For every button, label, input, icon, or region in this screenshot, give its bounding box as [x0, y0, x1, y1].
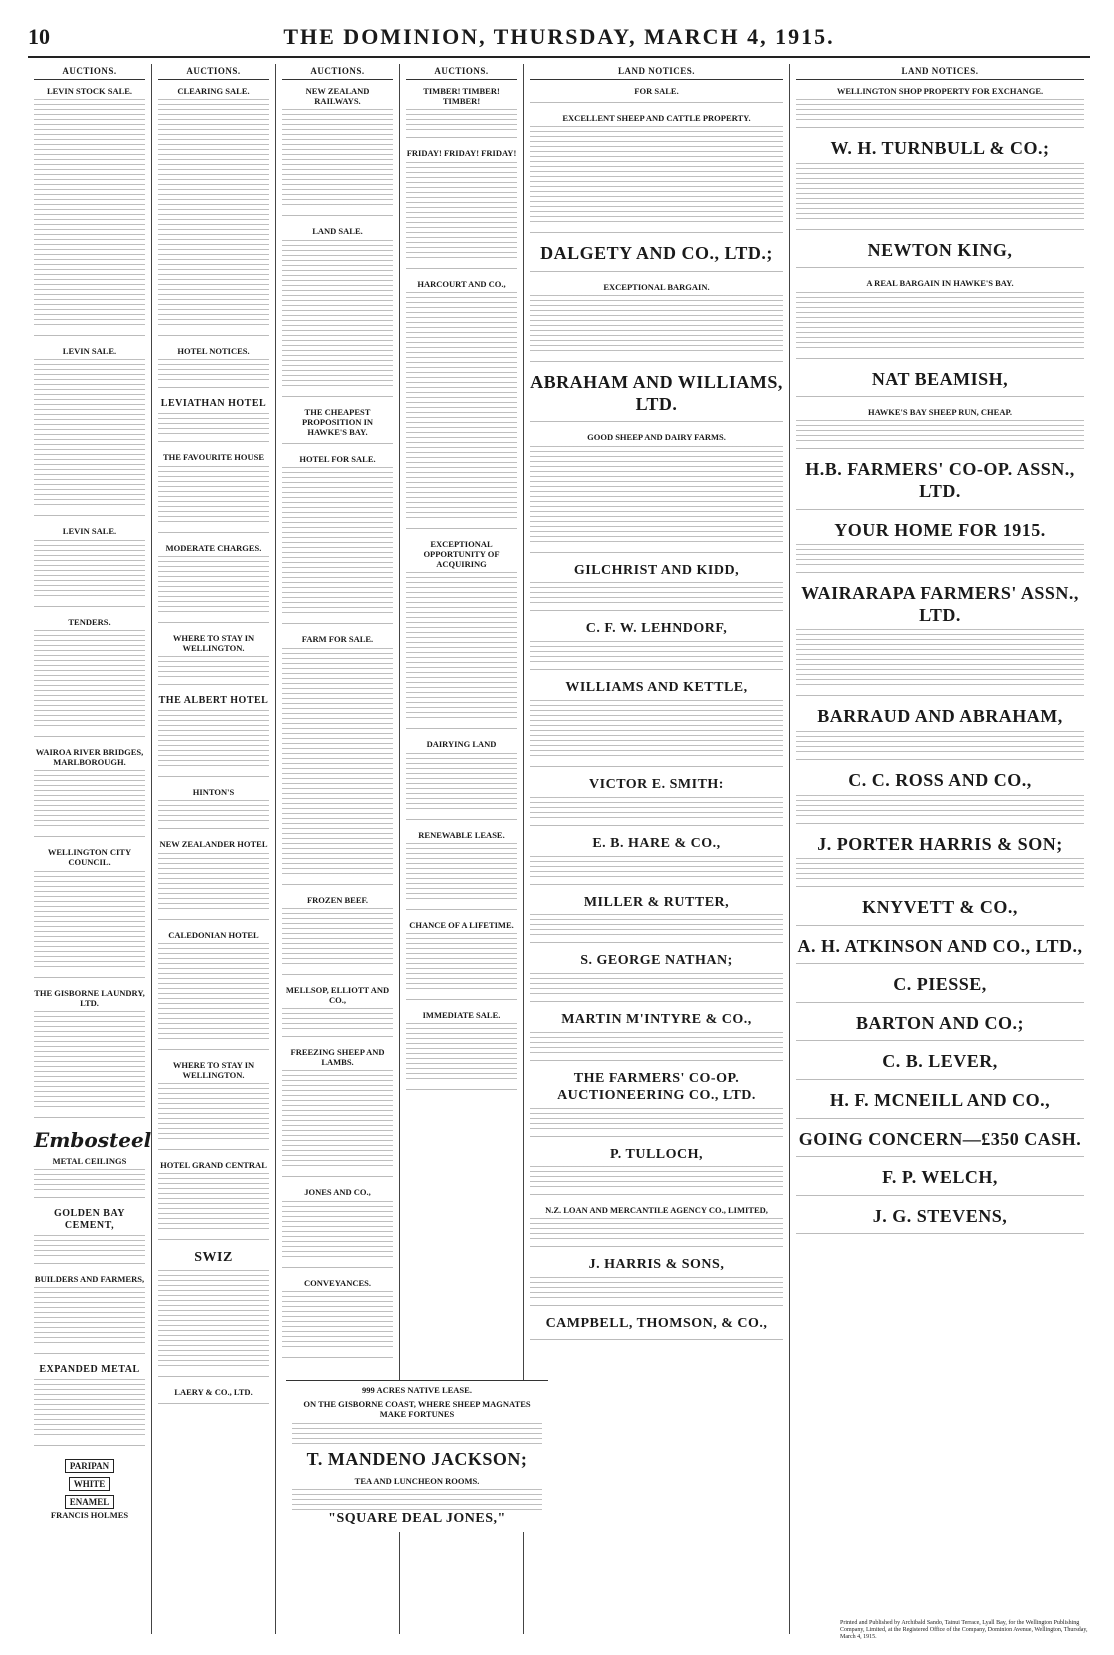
column-2	[152, 64, 276, 1634]
ad-title: EXCEPTIONAL OPPORTUNITY OF ACQUIRING	[423, 538, 500, 570]
column-header: LAND NOTICES.	[796, 64, 1084, 80]
ad-title: THE ALBERT HOTEL	[158, 695, 269, 707]
ad-title: C. C. ROSS AND CO.,	[848, 769, 1032, 790]
ad-block	[530, 282, 783, 362]
ad-title: S. GEORGE NATHAN;	[580, 953, 733, 969]
ad-block	[406, 1010, 517, 1090]
ad-block	[34, 617, 145, 737]
ad-title: LEVIN SALE.	[62, 346, 117, 357]
ad-block	[530, 432, 783, 552]
ad-block	[530, 1316, 783, 1340]
ad-title: FROZEN BEEF.	[306, 894, 369, 905]
page-columns	[28, 64, 1090, 1634]
ad-block	[158, 86, 269, 336]
ad-title: FRIDAY! FRIDAY! FRIDAY!	[406, 148, 517, 159]
ad-title: FARM FOR SALE.	[301, 634, 374, 645]
ad-title: J. PORTER HARRIS & SON;	[817, 833, 1063, 854]
ad-title: CAMPBELL, THOMSON, & CO.,	[545, 1316, 768, 1332]
ad-block	[34, 1156, 145, 1198]
ad-title: FREEZING SHEEP AND LAMBS.	[290, 1047, 385, 1068]
ad-title: J. HARRIS & SONS,	[588, 1257, 725, 1273]
ad-block	[406, 920, 517, 1000]
ad-block	[34, 1208, 145, 1264]
ad-block	[158, 695, 269, 777]
ad-block	[796, 1206, 1084, 1235]
ad-title: VICTOR E. SMITH:	[589, 776, 724, 792]
ad-block	[530, 1071, 783, 1137]
ad-block	[158, 839, 269, 919]
boxed-word: WHITE	[69, 1477, 111, 1491]
ad-title: A. H. ATKINSON AND CO., LTD.,	[797, 935, 1083, 956]
ad-title: P. TULLOCH,	[609, 1146, 704, 1162]
ad-block	[158, 787, 269, 829]
ad-block	[158, 1387, 269, 1404]
ad-block	[530, 680, 783, 767]
ad-block	[530, 836, 783, 885]
ad-title: SWIZ	[194, 1250, 233, 1266]
embosteel-logo: Embosteel	[34, 1127, 152, 1152]
ad-title: FRANCIS HOLMES	[50, 1510, 129, 1521]
ad-block	[530, 895, 783, 944]
ad-block	[282, 985, 393, 1037]
ad-title: TENDERS.	[68, 616, 111, 627]
ad-block	[158, 633, 269, 685]
ad-block	[796, 834, 1084, 888]
ad-block	[282, 1278, 393, 1358]
ad-block	[796, 1129, 1084, 1158]
ad-block	[796, 1090, 1084, 1119]
column-header: AUCTIONS.	[406, 64, 517, 80]
ad-title: HARCOURT AND CO.,	[417, 278, 506, 289]
column-6	[790, 64, 1090, 1634]
ad-block	[406, 86, 517, 138]
ad-block	[796, 459, 1084, 509]
ad-title: BARTON AND CO.;	[855, 1012, 1025, 1033]
ad-title: HAWKE'S BAY SHEEP RUN, CHEAP.	[867, 407, 1013, 418]
ad-block	[530, 372, 783, 422]
ad-title: W. H. TURNBULL & CO.;	[830, 138, 1050, 159]
ad-block	[406, 148, 517, 268]
ad-block	[796, 1013, 1084, 1042]
ad-title: H. F. MCNEILL AND CO.,	[829, 1090, 1051, 1111]
ad-title: HOTEL NOTICES.	[177, 346, 250, 357]
ad-title: ON THE GISBORNE COAST, WHERE SHEEP MAGNATES MAKE FORTUNES	[303, 1399, 531, 1420]
column-header: LAND NOTICES.	[530, 64, 783, 80]
ad-title: WHERE TO STAY IN WELLINGTON.	[172, 1059, 255, 1080]
ad-title: "SQUARE DEAL JONES,"	[328, 1511, 506, 1527]
ad-block	[530, 563, 783, 612]
wide-ad-block	[286, 1380, 548, 1532]
ad-block	[406, 739, 517, 819]
boxed-word: ENAMEL	[65, 1495, 115, 1509]
ad-block	[406, 830, 517, 910]
ad-block	[796, 936, 1084, 965]
ad-block	[34, 988, 145, 1118]
ad-title: HOTEL GRAND CENTRAL	[160, 1160, 267, 1171]
ad-block	[796, 278, 1084, 358]
ad-block	[530, 621, 783, 670]
ad-block	[34, 526, 145, 606]
ad-block	[796, 369, 1084, 398]
ad-block	[158, 346, 269, 388]
ad-title: GOING CONCERN—£350 CASH.	[798, 1128, 1082, 1149]
ad-title: NEWTON KING,	[867, 239, 1013, 260]
ad-block	[34, 1274, 145, 1354]
ad-title: 999 ACRES NATIVE LEASE.	[362, 1385, 472, 1395]
ad-block	[796, 583, 1084, 696]
boxed-word: PARIPAN	[65, 1459, 114, 1473]
ad-title: LAND SALE.	[312, 226, 363, 237]
ad-block	[282, 1047, 393, 1177]
ad-block	[282, 407, 393, 445]
ad-title: WELLINGTON SHOP PROPERTY FOR EXCHANGE.	[836, 86, 1044, 96]
ad-title: WHERE TO STAY IN WELLINGTON.	[172, 632, 255, 653]
ad-title: HINTON'S	[192, 787, 235, 798]
ad-block	[796, 897, 1084, 926]
ad-block	[530, 1257, 783, 1306]
ad-block	[158, 452, 269, 532]
ad-title: A REAL BARGAIN IN HAWKE'S BAY.	[866, 278, 1014, 289]
ad-title: TEA AND LUNCHEON ROOMS.	[354, 1476, 480, 1487]
ad-title: METAL CEILINGS	[52, 1155, 127, 1166]
ad-block	[34, 747, 145, 837]
ad-title: EXCEPTIONAL BARGAIN.	[603, 281, 710, 292]
ad-title: CONVEYANCES.	[304, 1277, 371, 1288]
ad-block	[34, 847, 145, 977]
ad-block	[530, 777, 783, 826]
ad-title: LAERY & CO., LTD.	[174, 1387, 253, 1398]
ad-title: WAIROA RIVER BRIDGES, MARLBOROUGH.	[35, 746, 144, 767]
ad-block	[530, 1205, 783, 1247]
ad-block	[158, 1160, 269, 1240]
ad-title: MODERATE CHARGES.	[165, 542, 262, 553]
ad-title: N.Z. LOAN AND MERCANTILE AGENCY CO., LIMITED,	[545, 1205, 768, 1216]
page-number: 10	[28, 24, 50, 49]
enamel-ad	[34, 1456, 145, 1520]
ad-title: T. MANDENO JACKSON;	[306, 1448, 528, 1469]
column-5	[524, 64, 790, 1634]
ad-block	[796, 706, 1084, 760]
ad-block	[158, 1250, 269, 1377]
ad-block	[796, 86, 1084, 128]
ad-title: THE FAVOURITE HOUSE	[162, 452, 265, 463]
ad-block	[530, 113, 783, 233]
ad-block	[796, 240, 1084, 269]
ad-title: CLEARING SALE.	[177, 86, 250, 96]
ad-block	[34, 1364, 145, 1446]
column-header: AUCTIONS.	[34, 64, 145, 80]
ad-title: CALEDONIAN HOTEL	[168, 929, 259, 940]
ad-block	[406, 539, 517, 730]
ad-title: MELLSOP, ELLIOTT AND CO.,	[285, 984, 390, 1005]
ad-title: GILCHRIST AND KIDD,	[573, 562, 740, 578]
ad-block	[530, 1147, 783, 1196]
ad-title: EXCELLENT SHEEP AND CATTLE PROPERTY.	[562, 113, 751, 124]
ad-block	[530, 86, 783, 103]
column-header: AUCTIONS.	[158, 64, 269, 80]
ad-title: BUILDERS AND FARMERS,	[34, 1274, 145, 1285]
ad-block	[530, 953, 783, 1002]
ad-block	[158, 1060, 269, 1150]
ad-title: LEVIATHAN HOTEL	[160, 398, 267, 410]
ad-title: WILLIAMS AND KETTLE,	[565, 680, 748, 696]
ad-title: WAIRARAPA FARMERS' ASSN., LTD.	[801, 583, 1079, 625]
column-header: AUCTIONS.	[282, 64, 393, 80]
ad-block	[34, 86, 145, 336]
ad-title: IMMEDIATE SALE.	[422, 1009, 501, 1020]
ad-title: BARRAUD AND ABRAHAM,	[817, 706, 1063, 727]
ad-title: MILLER & RUTTER,	[583, 894, 730, 910]
ad-block	[282, 1187, 393, 1267]
ad-title: NEW ZEALANDER HOTEL	[159, 839, 268, 850]
ad-block	[34, 346, 145, 516]
ad-title: JONES AND CO.,	[304, 1187, 371, 1198]
ad-title: C. B. LEVER,	[882, 1051, 998, 1072]
ad-title: THE GISBORNE LAUNDRY, LTD.	[34, 987, 145, 1008]
ad-block	[282, 226, 393, 396]
ad-block	[282, 86, 393, 216]
ad-title: GOOD SHEEP AND DAIRY FARMS.	[587, 432, 726, 443]
ad-title: FOR SALE.	[634, 86, 679, 96]
ad-block	[796, 770, 1084, 824]
ad-title: LEVIN STOCK SALE.	[46, 86, 133, 96]
ad-title: ABRAHAM AND WILLIAMS, LTD.	[530, 372, 783, 414]
publisher-imprint: Printed and Published by Archibald Sando, Tainui Terrace, Lyall Bay, for the Wellington Publishing Company, Limited, at the Registered Office of the Company, Dominion Avenue, Wellington, Thursday, March 4, 1915.	[840, 1620, 1088, 1641]
ad-title: F. P. WELCH,	[882, 1167, 998, 1188]
ad-block	[282, 454, 393, 624]
ad-title: KNYVETT & CO.,	[862, 897, 1018, 918]
ad-title: WELLINGTON CITY COUNCIL.	[47, 847, 132, 868]
ad-title: DAIRYING LAND	[426, 739, 497, 750]
ad-title: J. G. STEVENS,	[872, 1205, 1008, 1226]
ad-title: TIMBER! TIMBER! TIMBER!	[423, 86, 500, 107]
ad-block	[530, 1012, 783, 1061]
ad-title: H.B. FARMERS' CO-OP. ASSN., LTD.	[805, 459, 1075, 501]
ad-block	[796, 138, 1084, 230]
ad-title: NAT BEAMISH,	[871, 368, 1009, 389]
ad-block	[796, 520, 1084, 574]
ad-block	[530, 243, 783, 272]
ad-title: EXPANDED METAL	[39, 1364, 140, 1376]
newspaper-title: THE DOMINION, THURSDAY, MARCH 4, 1915.	[283, 24, 835, 49]
ad-block	[282, 634, 393, 884]
ad-title: C. F. W. LEHNDORF,	[585, 621, 728, 637]
ad-block	[796, 407, 1084, 449]
ad-block	[158, 930, 269, 1050]
masthead	[28, 18, 1090, 58]
ad-title: THE FARMERS' CO-OP. AUCTIONEERING CO., LTD.	[557, 1070, 756, 1103]
ad-title: DALGETY AND CO., LTD.;	[540, 243, 773, 264]
ad-title: LEVIN SALE.	[62, 526, 117, 537]
ad-title: HOTEL FOR SALE.	[299, 454, 376, 465]
ad-title: E. B. HARE & CO.,	[592, 835, 721, 851]
ad-block	[282, 895, 393, 975]
ad-block	[158, 543, 269, 623]
ad-title: GOLDEN BAY CEMENT,	[53, 1208, 126, 1232]
ad-block	[796, 1051, 1084, 1080]
ad-title: NEW ZEALAND RAILWAYS.	[305, 86, 370, 107]
ad-title: YOUR HOME FOR 1915.	[834, 519, 1046, 540]
column-1	[28, 64, 152, 1634]
ad-block	[406, 279, 517, 529]
ad-title: CHANCE OF A LIFETIME.	[409, 919, 514, 930]
ad-block	[158, 398, 269, 442]
ad-title: RENEWABLE LEASE.	[418, 829, 505, 840]
ad-title: THE CHEAPEST PROPOSITION IN HAWKE'S BAY.	[301, 406, 374, 437]
ad-block	[796, 1167, 1084, 1196]
ad-title: MARTIN M'INTYRE & CO.,	[561, 1012, 752, 1028]
ad-block	[796, 974, 1084, 1003]
ad-title: C. PIESSE,	[893, 974, 987, 995]
